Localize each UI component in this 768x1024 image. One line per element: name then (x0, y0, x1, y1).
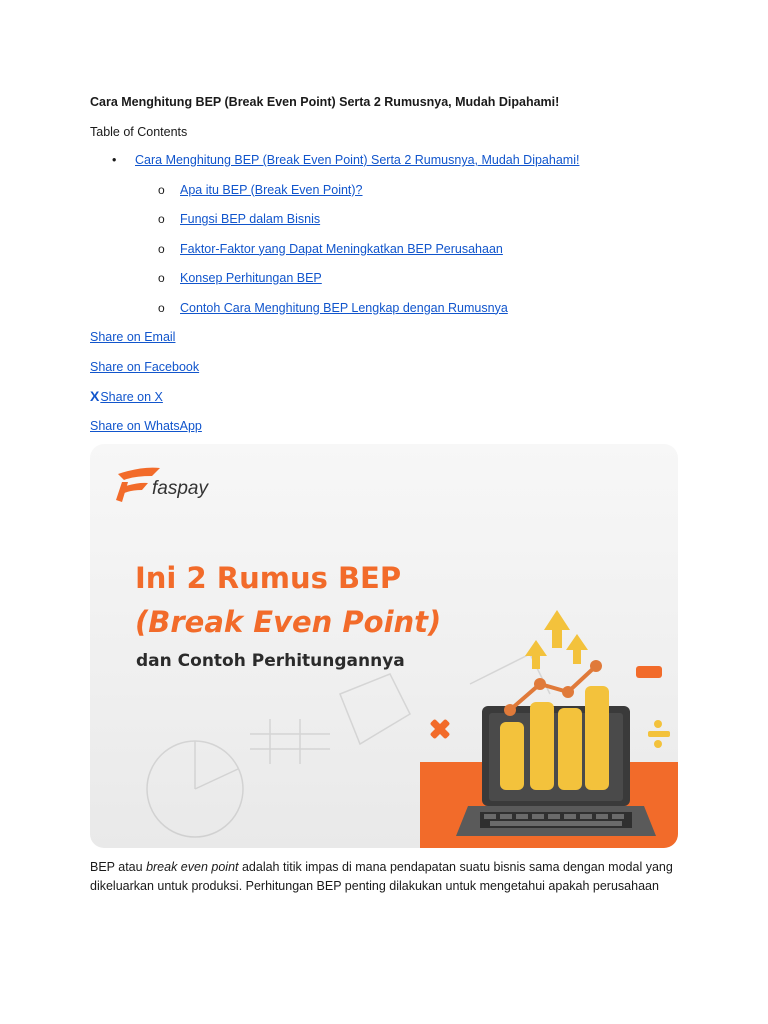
toc-item-main (90, 150, 680, 180)
toc-link-faktor-faktor[interactable]: Faktor-Faktor yang Dapat Meningkatkan BEP Perusahaan (180, 241, 503, 256)
bullet-icon: o (158, 300, 165, 315)
toc-link-konsep-perhitungan[interactable]: Konsep Perhitungan BEP (180, 271, 322, 285)
toc-item-sub (90, 209, 680, 239)
table-of-contents (90, 150, 680, 327)
banner-headline-3: dan Contoh Perhitungannya (136, 651, 405, 671)
share-whatsapp-link[interactable]: Share on WhatsApp (90, 418, 202, 433)
toc-item-sub (90, 298, 680, 328)
toc-item-sub (90, 180, 680, 210)
toc-link-apa-itu-bep[interactable]: Apa itu BEP (Break Even Point)? (180, 182, 363, 197)
share-facebook-link[interactable]: Share on Facebook (90, 359, 200, 374)
document-title: Cara Menghitung BEP (Break Even Point) Serta 2 Rumusnya, Mudah Dipahami! (90, 95, 560, 109)
minus-symbol-icon (636, 666, 662, 678)
document-page (90, 92, 680, 445)
toc-item-sub (90, 239, 680, 269)
share-email-link[interactable]: Share on Email (90, 330, 176, 344)
share-x-row (90, 386, 680, 416)
bullet-icon: o (158, 182, 165, 197)
bullet-icon: • (112, 153, 117, 167)
paragraph-text: BEP atau (90, 860, 147, 874)
article-banner-image (90, 444, 678, 848)
bullet-icon: o (158, 271, 165, 285)
faspay-brand-text: faspay (152, 478, 208, 499)
toc-item-sub (90, 268, 680, 298)
banner-headline-1: Ini 2 Rumus BEP (135, 561, 402, 595)
share-whatsapp-row (90, 416, 680, 446)
toc-link-main[interactable]: Cara Menghitung BEP (Break Even Point) Serta 2 Rumusnya, Mudah Dipahami! (135, 153, 580, 167)
paragraph-italic-term: break even point (146, 860, 239, 874)
toc-link-fungsi-bep[interactable]: Fungsi BEP dalam Bisnis (180, 212, 321, 226)
multiply-symbol-icon (424, 713, 455, 744)
share-email-row (90, 327, 680, 357)
banner-headline-2: (Break Even Point) (135, 605, 442, 639)
article-paragraph (90, 858, 680, 896)
paragraph-text: adalah titik impas di mana pendapatan suatu bisnis sama dengan modal yang dikeluarkan untuk produksi. Perhitungan BEP penting dilakukan untuk mengetahui apakah perusahaan (90, 860, 673, 893)
bullet-icon: o (158, 212, 165, 226)
bullet-icon: o (158, 241, 165, 256)
toc-heading: Table of Contents (90, 125, 188, 139)
share-x-label: Share on X (100, 390, 163, 404)
laptop-chart-icon (456, 610, 656, 836)
share-facebook-row (90, 357, 680, 387)
share-x-link[interactable] (90, 390, 163, 404)
toc-link-contoh-cara[interactable]: Contoh Cara Menghitung BEP Lengkap dengan Rumusnya (180, 300, 508, 315)
divide-symbol-icon (648, 720, 670, 748)
x-logo-icon: X (90, 388, 100, 404)
